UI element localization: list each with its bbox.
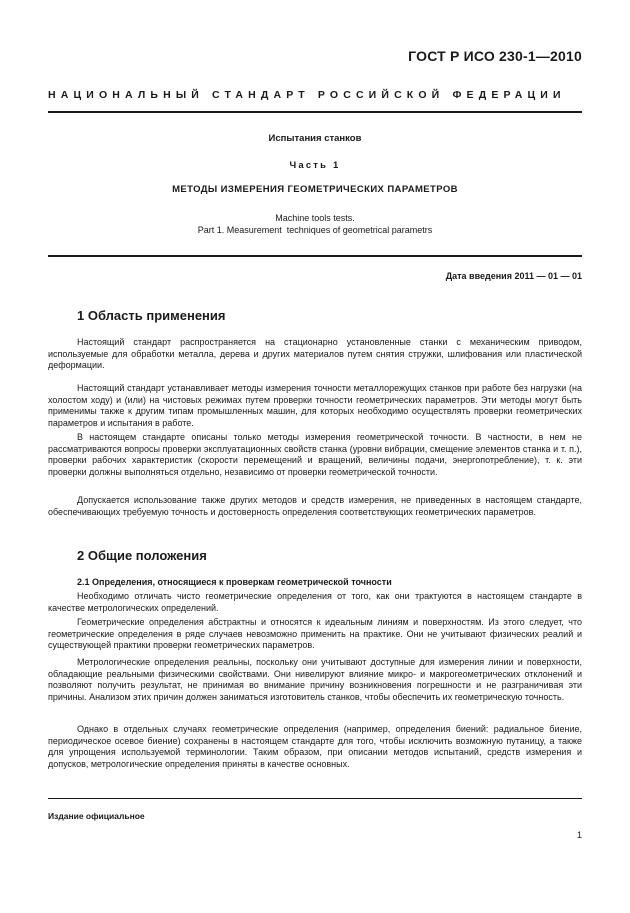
english-title-line1: Machine tools tests. [275,213,355,223]
section1-heading: 1 Область применения [77,308,226,323]
header-rule [48,111,582,113]
official-edition-label: Издание официальное [48,811,145,821]
title-series: Испытания станков [268,133,362,144]
page-number: 1 [576,830,582,840]
section1-paragraph-2: Настоящий стандарт устанавливает методы измерения точности металлорежущих станков при работе без нагрузки (на холостом ходу) и (или) на чистовых режимах путем проверки точности геометрических параметров. Эти методы могут быть применимы также к другим типам промышленных машин, для которых необходимо осуществлять проверки геометрических параметров и испытания в работе. [48,383,582,428]
section1-paragraph-1: Настоящий стандарт распространяется на стационарно установленные станки с механическим приводом, используемые для обработки металла, дерева и других материалов путем снятия стружки, шлифования или пластической деформации. [48,337,582,371]
title-rule [48,255,582,257]
section2-paragraph-2: Геометрические определения абстрактны и относятся к идеальным линиям и поверхностям. Из этого следует, что геометрические определения в ряде случаев невозможно применить на практике. Они не учитывают физических реалий и существующей практики проверки геометрических параметров. [48,617,582,651]
introduction-date: Дата введения 2011 — 01 — 01 [445,271,582,281]
standard-code: ГОСТ Р ИСО 230-1—2010 [408,48,582,64]
main-title: МЕТОДЫ ИЗМЕРЕНИЯ ГЕОМЕТРИЧЕСКИХ ПАРАМЕТРОВ [172,184,458,195]
english-title-line2: Part 1. Measurement techniques of geometrical parametrs [197,225,433,235]
title-part: Часть 1 [289,160,341,171]
section1-paragraph-3: В настоящем стандарте описаны только методы измерения геометрической точности. В частности, в нем не рассматриваются вопросы проверки эксплуатационных свойств станка (уровни вибрации, смещение элементов станка и т. п.), проверки рабочих характеристик (скорости перемещений и вращений, величины подачи, энергопотребление), т. к. эти проверки должны выполняться отдельно, независимо от проверки геометрической точности. [48,432,582,477]
section2-paragraph-1: Необходимо отличать чисто геометрические определения от того, как они трактуются в настоящем стандарте в качестве метрологических определений. [48,591,582,613]
section2-paragraph-3: Метрологические определения реальны, поскольку они учитывают доступные для измерения линии и поверхности, обладающие реальными физическими свойствами. Они нивелируют влияние микро- и макрогеометрических отклонений и позволяют получить результат, не принимая во внимание причину возникновения погрешности и не разграничивая эти причины. Анализом этих причин должен заниматься изготовитель станков, чтобы обеспечить их геометрическую точность. [48,657,582,702]
section2-subheading: 2.1 Определения, относящиеся к проверкам геометрической точности [77,577,392,587]
footer-rule [48,798,582,799]
national-standard-title: НАЦИОНАЛЬНЫЙ СТАНДАРТ РОССИЙСКОЙ ФЕДЕРАЦИИ [48,89,566,101]
section2-heading: 2 Общие положения [77,548,207,563]
section2-paragraph-4: Однако в отдельных случаях геометрические определения (например, определения биений: радиальное биение, периодическое осевое биение) сохранены в настоящем стандарте для того, чтобы исключить возможную путаницу, а также для упрощения используемой терминологии. Таким образом, при описании методов испытаний, средств измерения и допусков, метрологические определения приняты в качестве основных. [48,724,582,769]
section1-paragraph-4: Допускается использование также других методов и средств измерения, не приведенных в настоящем стандарте, обеспечивающих требуемую точность и достоверность определения соответствующих геометрических параметров. [48,495,582,517]
